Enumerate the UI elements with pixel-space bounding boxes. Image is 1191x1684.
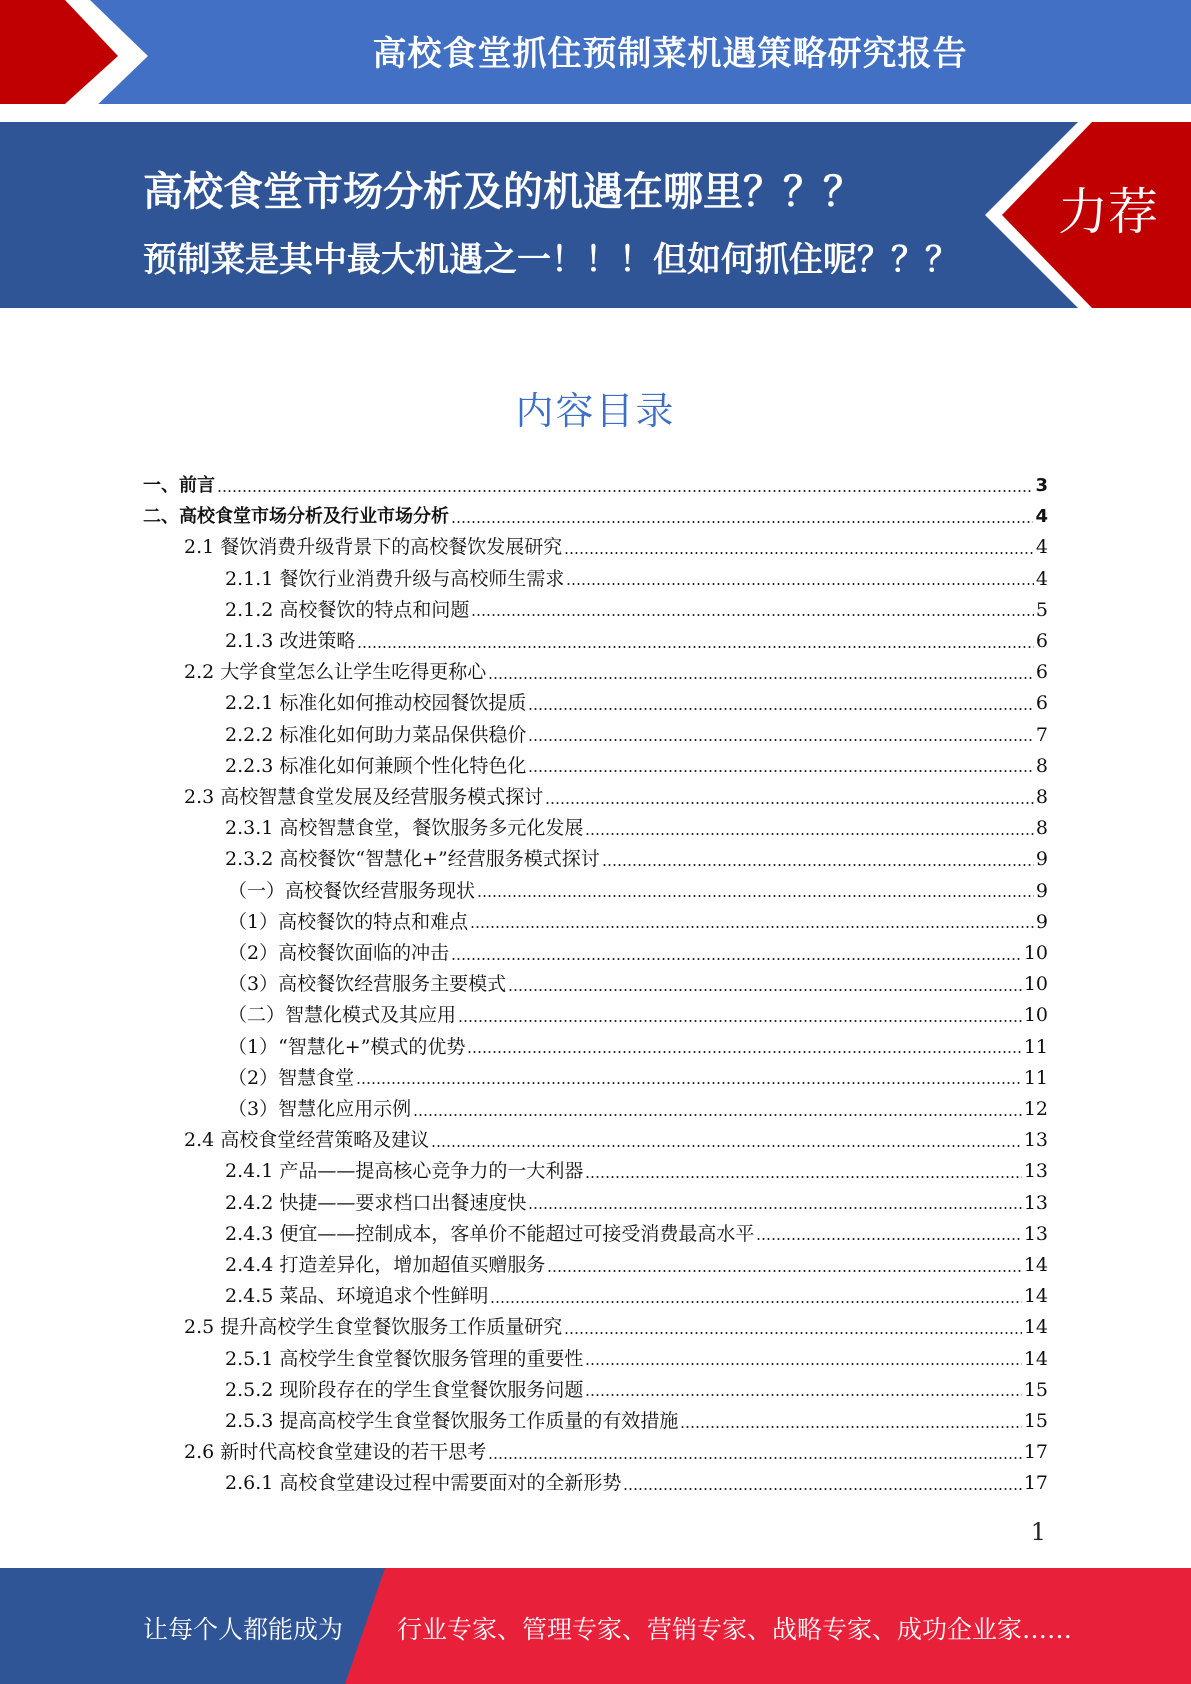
toc-entry-page: 3 <box>1035 475 1048 496</box>
toc-heading: 内容目录 <box>515 389 676 433</box>
toc-entry-title: 2.6.1 高校食堂建设过程中需要面对的全新形势 <box>225 1472 622 1495</box>
toc-entry-title: （3）智慧化应用示例 <box>228 1098 412 1120</box>
toc-entry-title: 2.5.2 现阶段存在的学生食堂餐饮服务问题 <box>225 1378 584 1401</box>
toc-dot-leader <box>528 708 1034 710</box>
toc-entry[interactable] <box>225 1281 1048 1312</box>
toc-entry-page: 15 <box>1023 1378 1048 1401</box>
toc-entry[interactable] <box>225 626 1048 657</box>
toc-entry-page: 6 <box>1035 692 1048 715</box>
toc-entry-title: 2.4.5 菜品、环境追求个性鲜明 <box>225 1285 489 1308</box>
toc-dot-leader <box>356 1082 1022 1084</box>
toc-entry[interactable] <box>143 501 1048 532</box>
toc-entry-title: （2）高校餐饮面临的冲击 <box>228 942 450 964</box>
toc-entry-title: 2.2.3 标准化如何兼顾个性化特色化 <box>225 754 527 777</box>
toc-entry[interactable] <box>225 751 1048 782</box>
toc-entry[interactable] <box>184 1312 1048 1343</box>
toc-entry-title: 2.3 高校智慧食堂发展及经营服务模式探讨 <box>184 786 544 808</box>
toc-entry-title: （一）高校餐饮经营服务现状 <box>228 879 476 902</box>
toc-entry-title: 2.1.2 高校餐饮的特点和问题 <box>225 598 470 621</box>
toc-entry[interactable] <box>225 1375 1048 1406</box>
toc-entry[interactable] <box>228 1063 1048 1094</box>
toc-entry[interactable] <box>228 1094 1048 1125</box>
toc-entry[interactable] <box>184 1437 1048 1468</box>
toc-entry[interactable] <box>184 657 1048 688</box>
toc-dot-leader <box>602 864 1034 866</box>
toc-entry-title: 2.5.1 高校学生食堂餐饮服务管理的重要性 <box>225 1347 584 1370</box>
toc-dot-leader <box>585 1176 1021 1178</box>
toc-entry-title: 2.3.1 高校智慧食堂，餐饮服务多元化发展 <box>225 817 584 840</box>
toc-dot-leader <box>528 770 1034 772</box>
toc-entry[interactable] <box>225 1188 1048 1219</box>
toc-entry-page: 5 <box>1035 598 1048 621</box>
toc-entry-title: 2.4.1 产品——提高核心竞争力的一大利器 <box>225 1160 584 1183</box>
toc-dot-leader <box>217 490 1033 492</box>
toc-entry-title: 2.5.3 提高高校学生食堂餐饮服务工作质量的有效措施 <box>225 1410 679 1432</box>
toc-entry-title: 2.2 大学食堂怎么让学生吃得更称心 <box>184 661 487 684</box>
toc-dot-leader <box>756 1238 1021 1240</box>
toc-entry-title: 2.3.2 高校餐饮“智慧化+”经营服务模式探讨 <box>225 848 600 871</box>
toc-entry[interactable] <box>225 813 1048 844</box>
toc-dot-leader <box>490 1301 1021 1303</box>
toc-entry[interactable] <box>225 1156 1048 1187</box>
toc-entry[interactable] <box>225 1344 1048 1375</box>
toc-entry-page: 9 <box>1035 879 1048 902</box>
toc-entry-page: 17 <box>1023 1441 1048 1464</box>
toc-dot-leader <box>680 1426 1021 1428</box>
toc-dot-leader <box>623 1488 1021 1490</box>
toc-entry-title: 2.4.3 便宜——控制成本，客单价不能超过可接受消费最高水平 <box>225 1222 755 1245</box>
toc-entry-title: （3）高校餐饮经营服务主要模式 <box>228 973 507 996</box>
toc-dot-leader <box>477 895 1034 897</box>
toc-dot-leader <box>357 646 1034 648</box>
toc-entry[interactable] <box>228 876 1048 907</box>
toc-entry[interactable] <box>184 782 1048 813</box>
toc-dot-leader <box>585 1363 1021 1365</box>
toc-entry[interactable] <box>225 844 1048 875</box>
toc-entry[interactable] <box>143 470 1048 501</box>
toc-entry-title: 2.1.1 餐饮行业消费升级与高校师生需求 <box>225 567 565 590</box>
toc-entry-title: 2.4 高校食堂经营策略及建议 <box>184 1129 430 1152</box>
toc-entry-page: 14 <box>1023 1254 1048 1276</box>
hero-banner <box>0 122 1191 308</box>
toc-entry-page: 13 <box>1023 1191 1048 1214</box>
toc-entry-page: 8 <box>1035 817 1048 840</box>
toc-entry-page: 14 <box>1023 1316 1048 1339</box>
toc-dot-leader <box>585 1394 1021 1396</box>
toc-dot-leader <box>508 989 1022 991</box>
toc-entry[interactable] <box>225 1250 1048 1281</box>
toc-entry-title: 2.1 餐饮消费升级背景下的高校餐饮发展研究 <box>184 536 563 559</box>
toc-dot-leader <box>528 739 1034 741</box>
toc-entry-title: 2.4.4 打造差异化，增加超值买赠服务 <box>225 1254 546 1276</box>
toc-entry[interactable] <box>228 1000 1048 1031</box>
toc-dot-leader <box>545 802 1034 804</box>
toc-entry-page: 7 <box>1035 723 1048 746</box>
toc-entry-title: （2）智慧食堂 <box>228 1066 355 1089</box>
toc-dot-leader <box>467 1051 1021 1053</box>
toc-dot-leader <box>488 1457 1022 1459</box>
toc-dot-leader <box>458 1020 1022 1022</box>
toc-entry-page: 4 <box>1035 506 1048 528</box>
toc-dot-leader <box>564 552 1034 554</box>
toc-entry-page: 8 <box>1035 754 1048 777</box>
toc-entry-title: 2.5 提升高校学生食堂餐饮服务工作质量研究 <box>184 1316 563 1339</box>
toc-entry[interactable] <box>228 1032 1048 1063</box>
toc-entry[interactable] <box>225 595 1048 626</box>
toc-entry[interactable] <box>225 1219 1048 1250</box>
top-banner <box>0 0 1191 112</box>
toc-entry-page: 12 <box>1023 1098 1048 1120</box>
recommend-badge: 力荐 <box>1058 183 1158 241</box>
report-title: 高校食堂抓住预制菜机遇策略研究报告 <box>372 34 968 74</box>
toc-dot-leader <box>413 1114 1022 1116</box>
toc-entry-title: 2.6 新时代高校食堂建设的若干思考 <box>184 1441 487 1464</box>
toc-entry[interactable] <box>225 564 1048 595</box>
toc-entry-page: 9 <box>1035 848 1048 871</box>
toc-dot-leader <box>528 1207 1021 1209</box>
toc-entry[interactable] <box>228 969 1048 1000</box>
toc-entry-page: 8 <box>1035 786 1048 808</box>
toc-dot-leader <box>566 583 1034 585</box>
toc-entry-page: 4 <box>1035 567 1048 590</box>
toc-entry-title: 2.2.2 标准化如何助力菜品保供稳价 <box>225 723 527 746</box>
hero-subheadline: 预制菜是其中最大机遇之一！！！但如何抓住呢？？？ <box>143 240 959 280</box>
toc-entry-page: 17 <box>1023 1472 1048 1495</box>
page-number: 1 <box>1030 1518 1046 1546</box>
toc-entry-title: 一、前言 <box>143 475 215 496</box>
toc-dot-leader <box>470 926 1034 928</box>
toc-entry-page: 9 <box>1035 910 1048 933</box>
toc-entry-page: 11 <box>1023 1066 1048 1089</box>
footer-slogan-left: 让每个人都能成为 <box>143 1615 344 1644</box>
toc-entry-title: 二、高校食堂市场分析及行业市场分析 <box>143 506 449 528</box>
toc-entry-page: 11 <box>1023 1035 1048 1058</box>
toc-entry[interactable] <box>225 720 1048 751</box>
toc-entry-title: （1）“智慧化+”模式的优势 <box>228 1035 466 1058</box>
toc-dot-leader <box>585 833 1034 835</box>
hero-headline: 高校食堂市场分析及的机遇在哪里？？？ <box>143 169 863 215</box>
toc-entry-page: 14 <box>1023 1285 1048 1308</box>
toc-entry[interactable] <box>184 532 1048 563</box>
toc-dot-leader <box>564 1332 1022 1334</box>
toc-entry-title: 2.2.1 标准化如何推动校园餐饮提质 <box>225 692 527 715</box>
toc-dot-leader <box>431 1145 1022 1147</box>
toc-dot-leader <box>451 521 1033 523</box>
toc-entry[interactable] <box>228 907 1048 938</box>
toc-entry-title: （1）高校餐饮的特点和难点 <box>228 910 469 933</box>
toc-entry-page: 4 <box>1035 536 1048 559</box>
toc-entry[interactable] <box>225 688 1048 719</box>
toc-entry[interactable] <box>225 1468 1048 1499</box>
toc-dot-leader <box>547 1270 1021 1272</box>
toc-dot-leader <box>451 958 1022 960</box>
footer-slogan-right: 行业专家、管理专家、营销专家、战略专家、成功企业家…… <box>397 1615 1073 1644</box>
toc-entry[interactable] <box>228 938 1048 969</box>
toc-entry-page: 14 <box>1023 1347 1048 1370</box>
toc-entry[interactable] <box>184 1125 1048 1156</box>
toc-entry-page: 13 <box>1023 1222 1048 1245</box>
footer-banner <box>0 1568 1191 1684</box>
toc-entry-title: 2.4.2 快捷——要求档口出餐速度快 <box>225 1191 527 1214</box>
toc-entry-title: （二）智慧化模式及其应用 <box>228 1004 457 1027</box>
toc-dot-leader <box>488 677 1034 679</box>
toc-entry-page: 10 <box>1023 1004 1048 1027</box>
toc-entry-page: 6 <box>1035 630 1048 652</box>
toc-entry-page: 15 <box>1023 1410 1048 1432</box>
toc-dot-leader <box>471 614 1034 616</box>
toc-entry-page: 6 <box>1035 661 1048 684</box>
toc-entry-page: 13 <box>1023 1129 1048 1152</box>
toc-entry-page: 10 <box>1023 942 1048 964</box>
toc-entry[interactable] <box>225 1406 1048 1437</box>
toc-entry-title: 2.1.3 改进策略 <box>225 630 356 652</box>
toc-entry-page: 13 <box>1023 1160 1048 1183</box>
toc-entry-page: 10 <box>1023 973 1048 996</box>
